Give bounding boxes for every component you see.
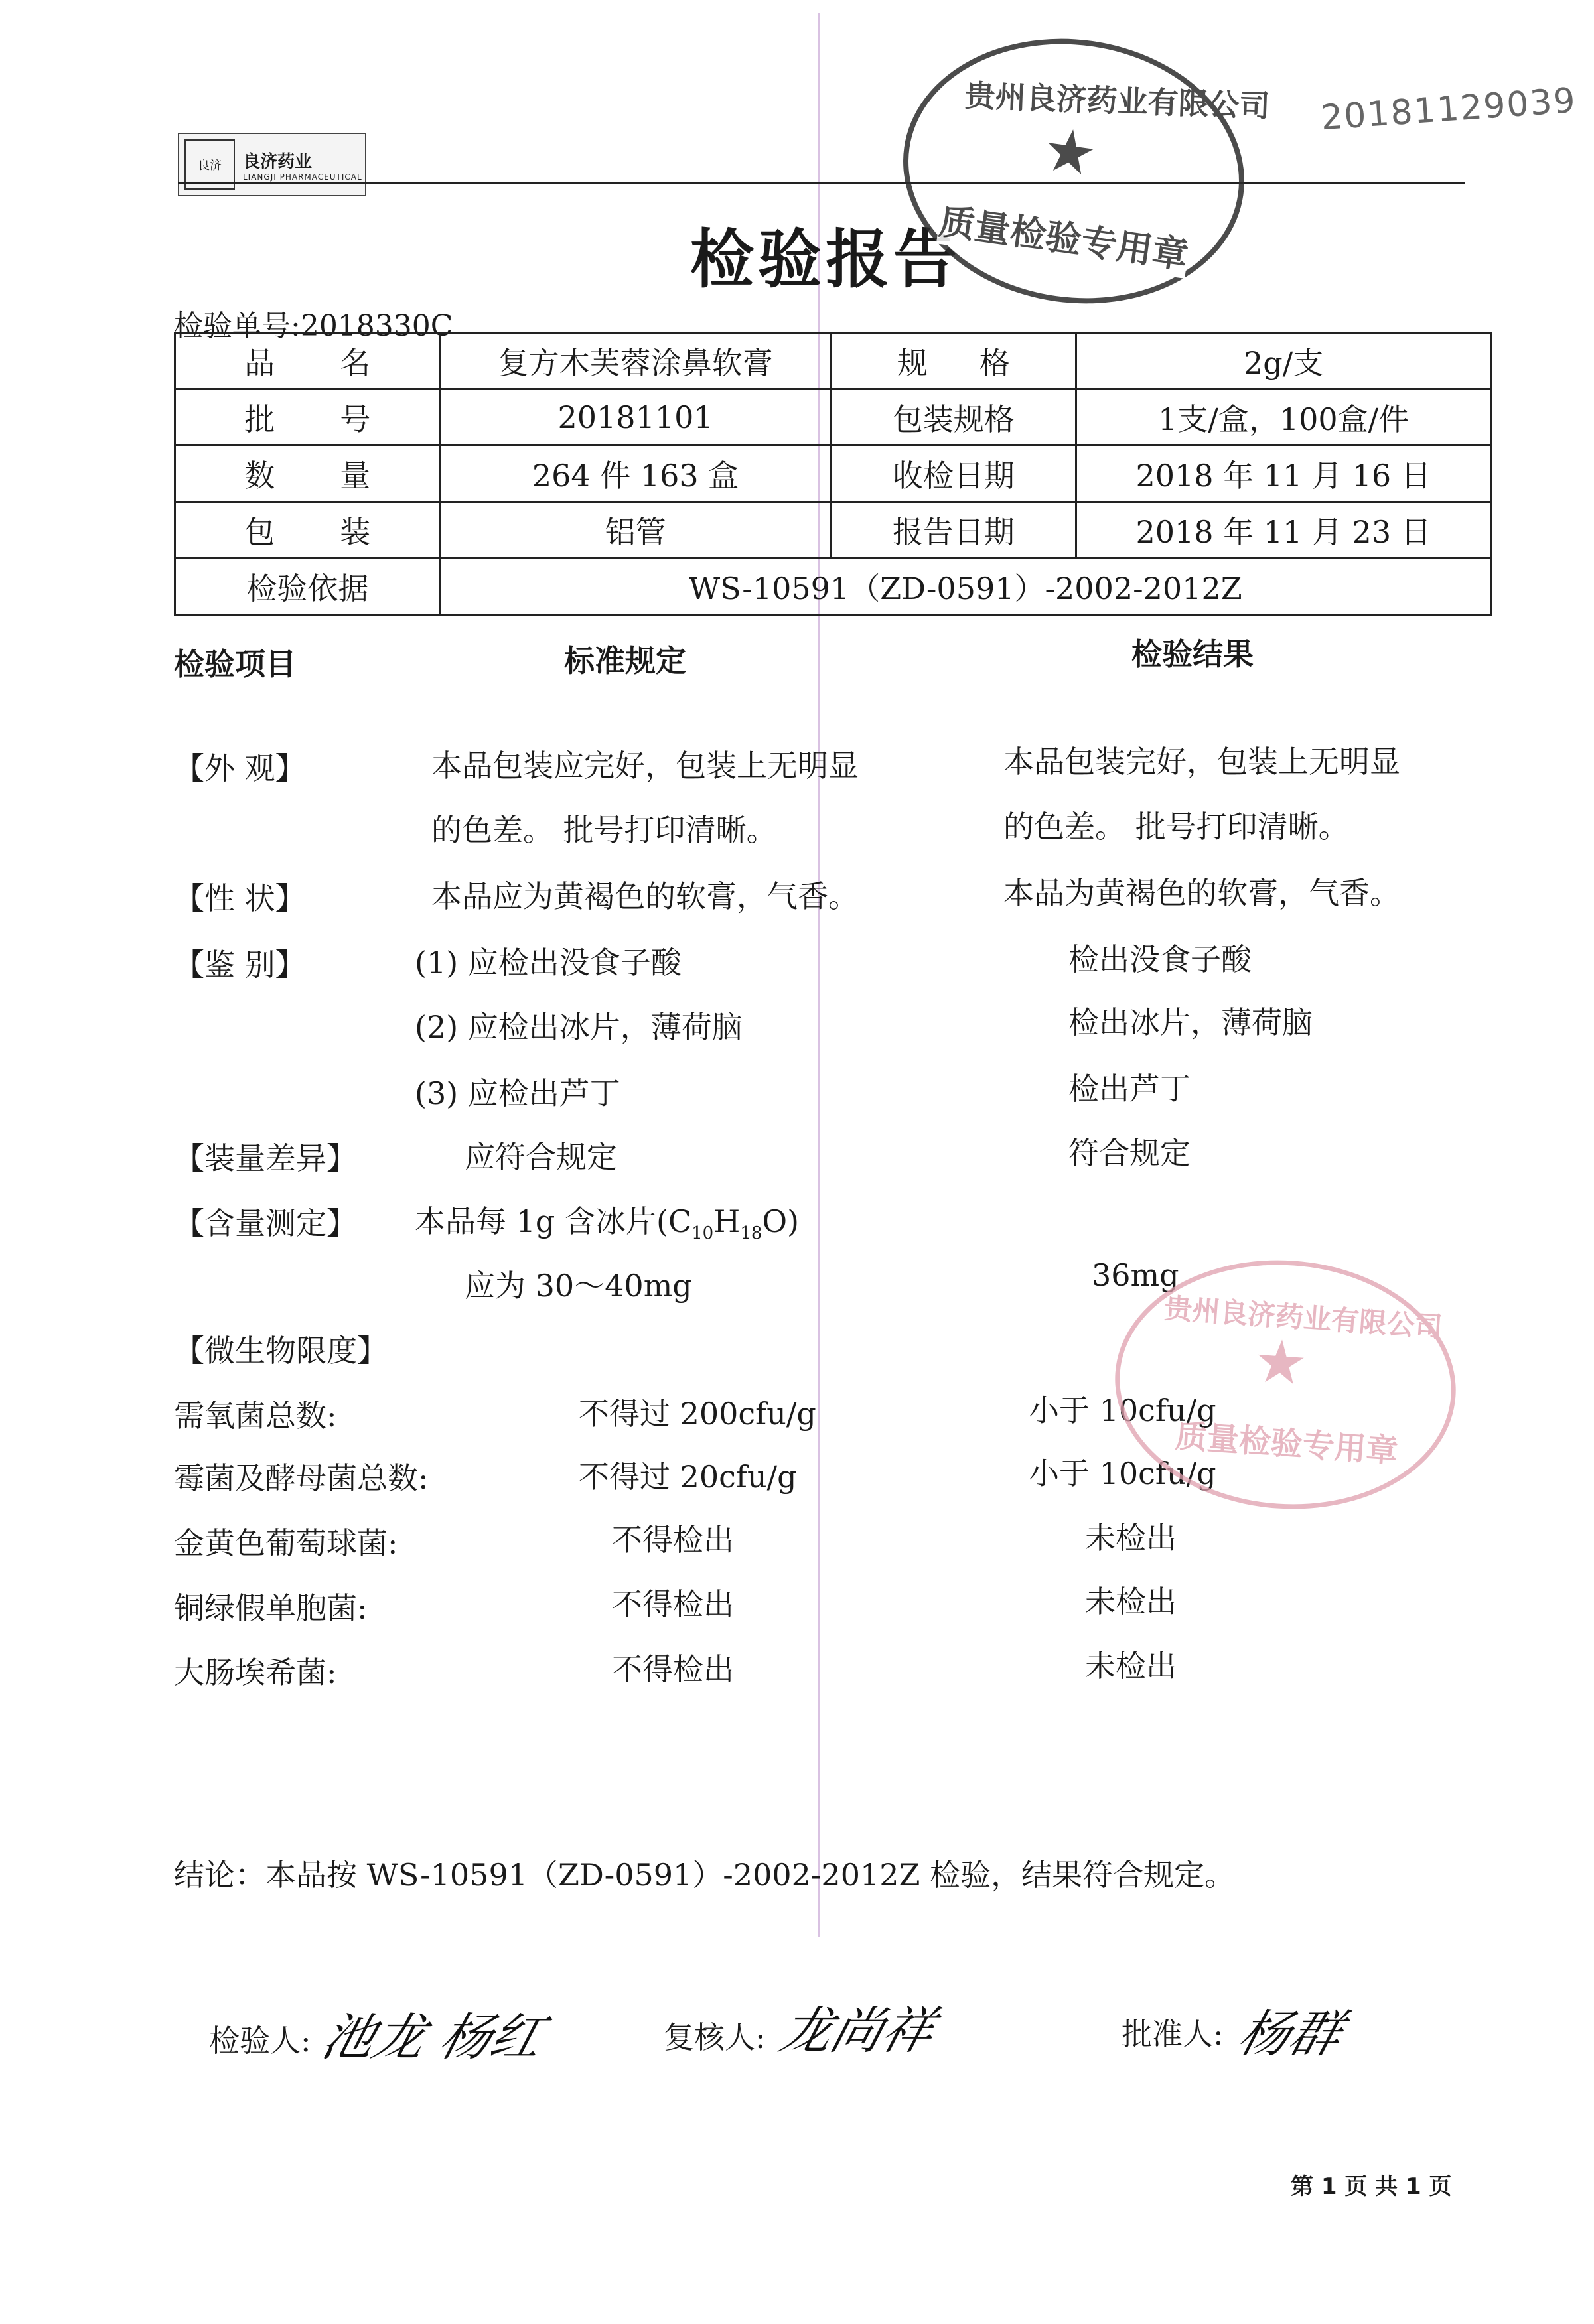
table-row <box>175 559 1491 615</box>
label-quantity: 数 量 <box>175 446 441 502</box>
handwritten-number: 20181129039 <box>1319 80 1578 139</box>
approver-signature: 杨群 <box>1232 2004 1349 2063</box>
table-row <box>175 502 1491 559</box>
microbial-standard-3: 不得检出 <box>612 1522 734 1558</box>
label-basis: 检验依据 <box>175 559 441 615</box>
label-assay: 【含量测定】 <box>174 1205 357 1241</box>
company-name-en: LIANGJI PHARMACEUTICAL <box>243 172 362 182</box>
properties-result: 本品为黄褐色的软膏，气香。 <box>1003 875 1400 911</box>
label-report-date: 报告日期 <box>831 502 1076 559</box>
identification-standard-1: (1) 应检出没食子酸 <box>415 945 682 981</box>
logo-mark-icon: 良济 <box>184 139 235 190</box>
value-packaging: 铝管 <box>440 502 831 559</box>
faded-star-icon: ★ <box>1251 1326 1310 1400</box>
info-table <box>174 332 1492 616</box>
microbial-result-1: 小于 10cfu/g <box>1029 1393 1216 1428</box>
value-spec: 2g/支 <box>1076 333 1491 389</box>
microbial-name-1: 需氧菌总数: <box>174 1398 337 1434</box>
approver-label: 批准人: <box>1122 2016 1224 2052</box>
value-quantity: 264 件 163 盒 <box>440 446 831 502</box>
microbial-standard-2: 不得过 20cfu/g <box>579 1459 797 1495</box>
doc-number: 检验单号:2018330C <box>174 309 453 343</box>
stamp-ring-text: 贵州良济药业有限公司 <box>964 78 1271 125</box>
identification-result-2: 检出冰片，薄荷脑 <box>1068 1004 1313 1040</box>
identification-standard-2: (2) 应检出冰片，薄荷脑 <box>415 1009 743 1045</box>
reviewer-label: 复核人: <box>664 2019 766 2055</box>
value-batch: 20181101 <box>440 389 831 446</box>
value-product-name: 复方木芙蓉涂鼻软膏 <box>440 333 831 389</box>
loading-variance-standard: 应符合规定 <box>465 1139 617 1175</box>
appearance-result-1: 本品包装完好，包装上无明显 <box>1003 744 1400 780</box>
assay-standard-2: 应为 30～40mg <box>465 1268 692 1304</box>
microbial-result-3: 未检出 <box>1085 1520 1177 1556</box>
label-identification: 【鉴 别】 <box>174 947 306 983</box>
table-row <box>175 389 1491 446</box>
value-receive-date: 2018 年 11 月 16 日 <box>1076 446 1491 502</box>
loading-variance-result: 符合规定 <box>1068 1135 1191 1171</box>
microbial-name-3: 金黄色葡萄球菌: <box>174 1525 398 1561</box>
assay-result: 36mg <box>1092 1257 1179 1293</box>
label-appearance: 【外 观】 <box>174 750 306 786</box>
microbial-standard-5: 不得检出 <box>612 1651 734 1687</box>
header-rule <box>178 182 1465 184</box>
microbial-name-4: 铜绿假单胞菌: <box>174 1590 368 1626</box>
label-batch: 批 号 <box>175 389 441 446</box>
label-properties: 【性 状】 <box>174 880 306 916</box>
label-loading-variance: 【装量差异】 <box>174 1140 357 1176</box>
company-name-cn: 良济药业 <box>243 151 313 172</box>
label-pack-spec: 包装规格 <box>831 389 1076 446</box>
inspector-label: 检验人: <box>209 2023 311 2059</box>
microbial-result-5: 未检出 <box>1085 1648 1177 1684</box>
conclusion: 结论：本品按 WS-10591（ZD-0591）-2002-2012Z 检验，结果符合规定。 <box>174 1857 1236 1893</box>
appearance-standard-2: 的色差。 批号打印清晰。 <box>431 812 777 848</box>
identification-result-1: 检出没食子酸 <box>1068 941 1252 977</box>
fold-line <box>818 13 820 1937</box>
header-standard: 标准规定 <box>564 643 686 679</box>
microbial-name-5: 大肠埃希菌: <box>174 1655 337 1690</box>
value-pack-spec: 1支/盒，100盒/件 <box>1076 389 1491 446</box>
label-spec: 规 格 <box>831 333 1076 389</box>
microbial-result-4: 未检出 <box>1085 1584 1177 1619</box>
page-footer: 第 1 页 共 1 页 <box>1291 2173 1452 2200</box>
value-report-date: 2018 年 11 月 23 日 <box>1076 502 1491 559</box>
value-basis: WS-10591（ZD-0591）-2002-2012Z <box>440 559 1491 615</box>
label-microbial: 【微生物限度】 <box>174 1333 388 1369</box>
microbial-result-2: 小于 10cfu/g <box>1029 1456 1216 1491</box>
appearance-standard-1: 本品包装应完好，包装上无明显 <box>431 748 859 784</box>
identification-result-3: 检出芦丁 <box>1068 1071 1191 1107</box>
label-packaging: 包 装 <box>175 502 441 559</box>
label-product-name: 品 名 <box>175 333 441 389</box>
reviewer-signature: 龙尚祥 <box>774 2001 942 2060</box>
table-row <box>175 333 1491 389</box>
label-receive-date: 收检日期 <box>831 446 1076 502</box>
table-row <box>175 446 1491 502</box>
star-icon: ★ <box>1039 113 1102 191</box>
page-title: 检验报告 <box>690 222 961 297</box>
properties-standard: 本品应为黄褐色的软膏，气香。 <box>431 878 859 914</box>
microbial-standard-1: 不得过 200cfu/g <box>579 1396 816 1432</box>
stamp-center-text: 质量检验专用章 <box>936 193 1192 279</box>
microbial-name-2: 霉菌及酵母菌总数: <box>174 1460 429 1496</box>
company-logo <box>178 133 366 196</box>
header-item: 检验项目 <box>174 646 296 682</box>
assay-standard-1: 本品每 1g 含冰片$(C_{10}H_{18}O)$ <box>415 1203 800 1244</box>
identification-standard-3: (3) 应检出芦丁 <box>415 1075 620 1111</box>
inspector-signature: 池龙 杨红 <box>316 2008 550 2067</box>
header-result: 检验结果 <box>1131 636 1254 672</box>
faded-stamp-ring-text: 贵州良济药业有限公司 <box>1163 1292 1444 1344</box>
appearance-result-2: 的色差。 批号打印清晰。 <box>1003 809 1349 845</box>
faded-stamp-center-text: 质量检验专用章 <box>1174 1417 1400 1470</box>
microbial-standard-4: 不得检出 <box>612 1586 734 1622</box>
